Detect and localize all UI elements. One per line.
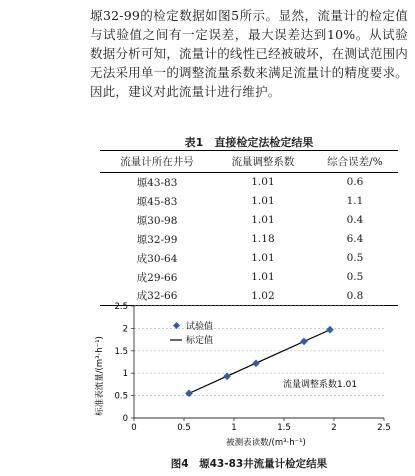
x-tick-label: 2.5 <box>377 423 391 433</box>
x-tick-label: 0 <box>131 423 137 433</box>
test-point <box>252 360 260 368</box>
body-paragraph: 塬32-99的检定数据如图5所示。显然，流量计的检定值与试验值之间有一定误差，最大误差达到10%。从试验数据分析可知，流量计的线性已经被破坏，在测试范围内无法采用单一的调整流量系数来满足流量计的精度要求。因此，建议对此流量计进行维护。 <box>90 8 408 99</box>
table-row <box>100 268 398 287</box>
test-point <box>223 373 231 381</box>
cell-well: 成32-66 <box>100 287 214 306</box>
calibration-table <box>100 150 398 306</box>
table-row <box>100 211 398 230</box>
y-axis-label: 标准表流量/(m³·h⁻¹) <box>95 336 105 416</box>
table-row <box>100 192 398 211</box>
y-tick-label: 2 <box>122 324 128 335</box>
cell-error: 0.4 <box>346 214 364 226</box>
x-tick-label: 1 <box>231 423 237 433</box>
figure-caption: 图4 塬43-83井流量计检定结果 <box>170 458 328 470</box>
cell-well: 塬43-83 <box>136 176 178 189</box>
cell-well: 塬45-83 <box>136 195 178 208</box>
test-point <box>326 326 334 334</box>
y-tick-label: 1.5 <box>114 346 128 357</box>
table-row <box>100 230 398 249</box>
y-tick-label: 0 <box>122 414 128 424</box>
x-tick-label: 1.5 <box>277 423 291 433</box>
cell-well: 成29-66 <box>136 271 178 284</box>
x-tick-label: 2 <box>331 423 337 433</box>
chart-legend <box>170 320 213 346</box>
cell-well: 成30-64 <box>136 252 178 265</box>
legend-label-test: 试验值 <box>186 322 214 332</box>
x-axis-label: 被测表读数/(m³·h⁻¹) <box>226 438 306 448</box>
cell-coefficient: 1.01 <box>251 271 275 283</box>
cell-coefficient: 1.18 <box>251 233 275 245</box>
cell-coefficient: 1.01 <box>251 195 275 207</box>
col-header-well: 流量计所在井号 <box>100 151 214 173</box>
cell-well: 塬32-99 <box>136 233 178 246</box>
cell-error: 1.1 <box>346 195 364 207</box>
legend-marker-test <box>173 322 180 329</box>
y-tick-label: 0.5 <box>114 391 128 402</box>
cell-error: 6.4 <box>346 233 364 245</box>
cell-coefficient: 1.01 <box>251 176 275 189</box>
table-row <box>100 173 398 192</box>
x-tick-label: 0.5 <box>177 423 191 433</box>
cell-error: 0.5 <box>346 252 364 264</box>
cell-coefficient: 1.02 <box>214 287 312 306</box>
col-header-error: 综合误差/% <box>312 151 398 173</box>
cell-error: 0.8 <box>312 287 398 306</box>
cell-error: 0.5 <box>346 271 364 283</box>
cell-well: 塬30-98 <box>136 214 178 227</box>
y-tick-label: 2.5 <box>114 302 128 312</box>
test-point <box>300 338 308 346</box>
table-row <box>100 249 398 268</box>
cell-coefficient: 1.01 <box>251 252 275 264</box>
table-caption: 表1 直接检定法检定结果 <box>184 136 314 149</box>
cell-coefficient: 1.01 <box>251 214 275 226</box>
table-header-row <box>100 151 398 173</box>
col-header-coefficient: 流量调整系数 <box>214 151 312 173</box>
calibration-scatter-chart <box>90 298 408 452</box>
cell-error: 0.6 <box>346 176 364 189</box>
y-tick-label: 1 <box>122 369 128 380</box>
chart-annotation: 流量调整系数1.01 <box>283 380 358 390</box>
legend-label-calibrated: 标定值 <box>186 336 214 346</box>
test-point <box>185 390 193 398</box>
